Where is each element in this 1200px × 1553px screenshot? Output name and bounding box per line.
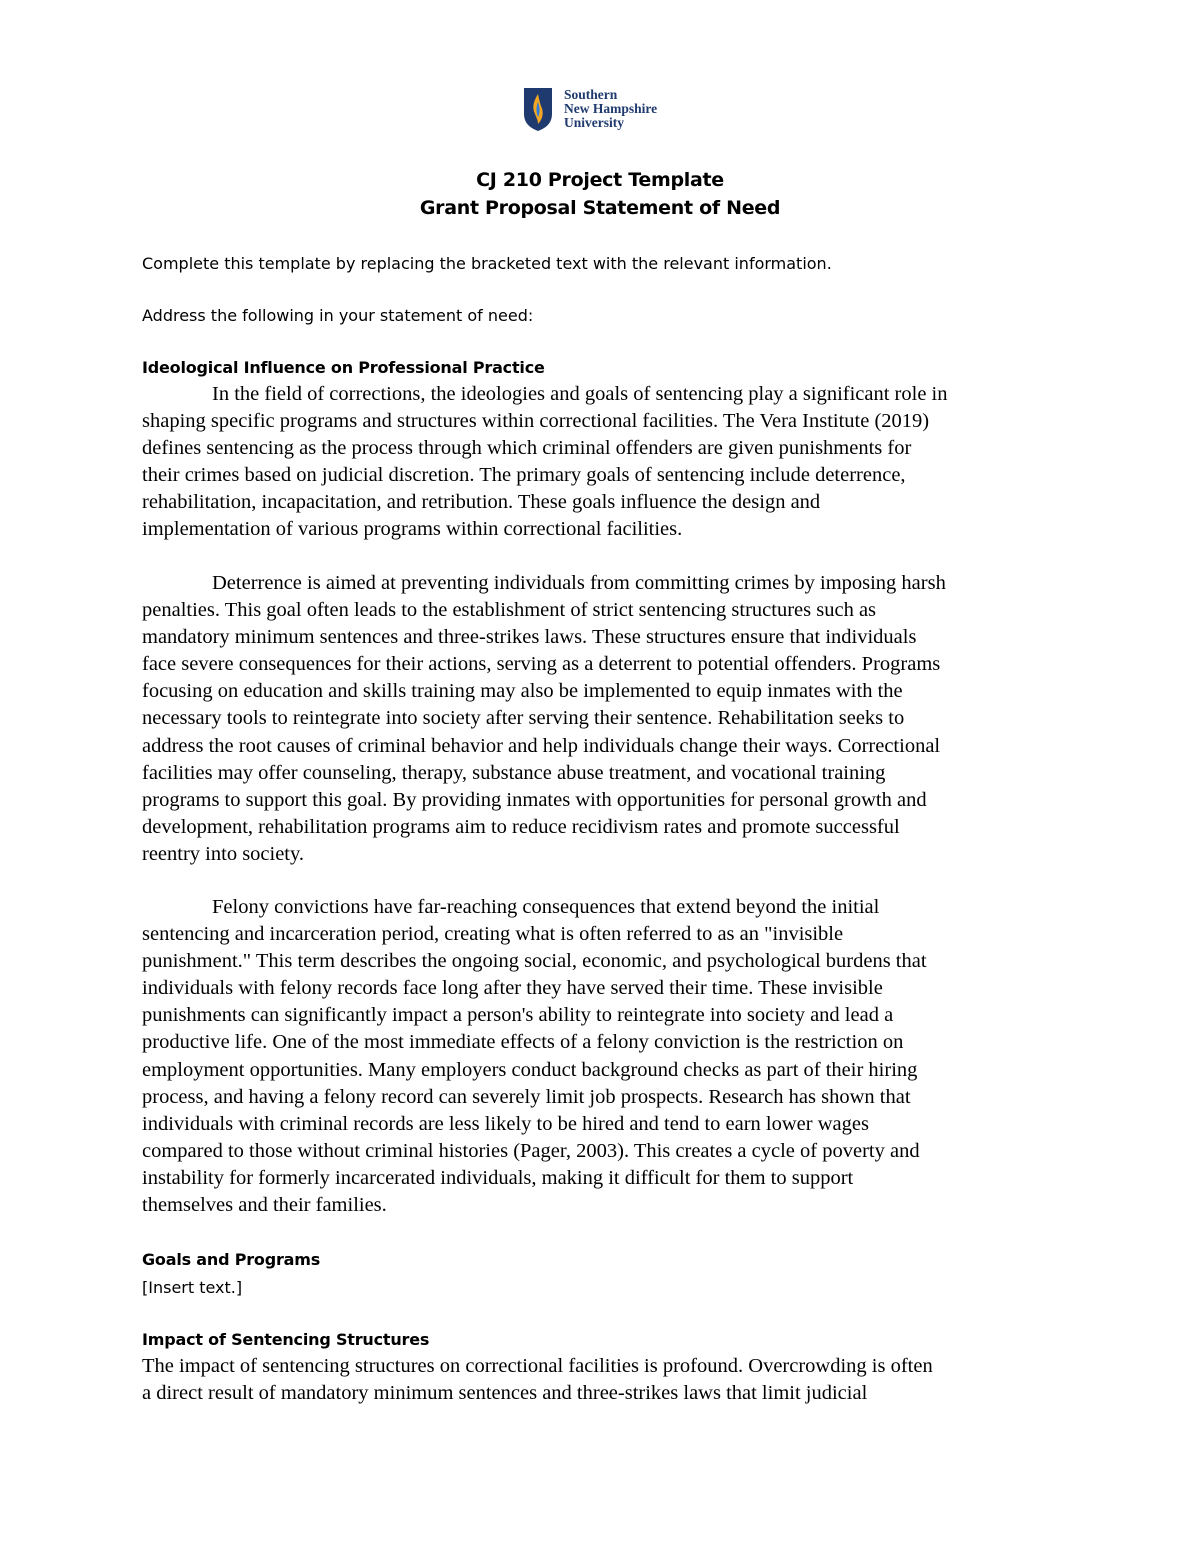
text-line: themselves and their families. — [142, 1194, 387, 1217]
text-line: necessary tools to reintegrate into society after serving their sentence. Rehabilitation seeks to — [142, 707, 905, 730]
text-line: implementation of various programs within correctional facilities. — [142, 518, 683, 541]
text-line: In the field of corrections, the ideologies and goals of sentencing play a significant role in — [212, 383, 948, 405]
text-line: instability for formerly incarcerated individuals, making it difficult for them to support — [142, 1166, 854, 1189]
text-line: facilities may offer counseling, therapy, substance abuse treatment, and vocational training — [142, 761, 886, 784]
instructions-complete: Complete this template by replacing the bracketed text with the relevant information. — [142, 254, 832, 273]
text-line: compared to those without criminal histories (Pager, 2003). This creates a cycle of poverty and — [142, 1139, 920, 1162]
heading-impact: Impact of Sentencing Structures — [142, 1330, 430, 1349]
text-line: programs to support this goal. By providing inmates with opportunities for personal growth and — [142, 788, 927, 811]
text-line: rehabilitation, incapacitation, and retribution. These goals influence the design and — [142, 491, 821, 514]
heading-goals: Goals and Programs — [142, 1250, 321, 1269]
university-logo — [522, 84, 692, 134]
text-line: their crimes based on judicial discretion. The primary goals of sentencing include deterrence, — [142, 464, 906, 487]
text-line: shaping specific programs and structures within correctional facilities. The Vera Institute (2019) — [142, 410, 930, 433]
text-line: a direct result of mandatory minimum sentences and three-strikes laws that limit judicial — [142, 1382, 868, 1405]
text-line: Felony convictions have far-reaching consequences that extend beyond the initial — [212, 896, 880, 918]
goals-placeholder-text: [Insert text.] — [142, 1278, 243, 1297]
shield-flame-icon — [522, 86, 554, 132]
paragraph-ideological-2 — [142, 570, 1062, 868]
logo-line-3: University — [564, 115, 624, 130]
text-line: punishment." This term describes the ongoing social, economic, and psychological burdens that — [142, 950, 927, 973]
text-line: penalties. This goal often leads to the establishment of strict sentencing structures such as — [142, 599, 877, 622]
text-line: mandatory minimum sentences and three-strikes laws. These structures ensure that individuals — [142, 626, 917, 649]
logo-line-2: New Hampshire — [564, 101, 658, 116]
instructions-address: Address the following in your statement of need: — [142, 306, 534, 325]
title-line-1: CJ 210 Project Template — [476, 169, 724, 191]
text-line: reentry into society. — [142, 842, 305, 865]
text-line: The impact of sentencing structures on correctional facilities is profound. Overcrowding is often — [142, 1355, 933, 1377]
text-line: defines sentencing as the process through which criminal offenders are given punishments for — [142, 437, 912, 460]
text-line: punishments can significantly impact a person's ability to reintegrate into society and lead a — [142, 1004, 894, 1027]
text-line: face severe consequences for their actions, serving as a deterrent to potential offenders. Programs — [142, 653, 941, 676]
paragraph-impact-1 — [142, 1353, 1062, 1407]
text-line: productive life. One of the most immediate effects of a felony conviction is the restriction on — [142, 1031, 904, 1054]
logo-line-1: Southern — [564, 87, 618, 102]
text-line: address the root causes of criminal behavior and help individuals change their ways. Correctional — [142, 734, 941, 757]
title-line-2: Grant Proposal Statement of Need — [419, 197, 781, 219]
text-line: Deterrence is aimed at preventing individuals from committing crimes by imposing harsh — [212, 572, 946, 594]
document-title — [0, 166, 1200, 222]
text-line: employment opportunities. Many employers conduct background checks as part of their hiring — [142, 1058, 918, 1081]
heading-ideological: Ideological Influence on Professional Practice — [142, 358, 545, 377]
text-line: individuals with felony records face long after they have served their time. These invisible — [142, 977, 883, 1000]
text-line: development, rehabilitation programs aim to reduce recidivism rates and promote successful — [142, 815, 900, 838]
text-line: sentencing and incarceration period, creating what is often referred to as an "invisible — [142, 923, 844, 946]
text-line: process, and having a felony record can severely limit job prospects. Research has shown that — [142, 1085, 911, 1108]
paragraph-ideological-3 — [142, 894, 1062, 1219]
logo-wordmark — [564, 88, 657, 130]
text-line: individuals with criminal records are less likely to be hired and tend to earn lower wages — [142, 1112, 869, 1135]
paragraph-ideological-1 — [142, 381, 1062, 544]
text-line: focusing on education and skills training may also be implemented to equip inmates with the — [142, 680, 903, 703]
